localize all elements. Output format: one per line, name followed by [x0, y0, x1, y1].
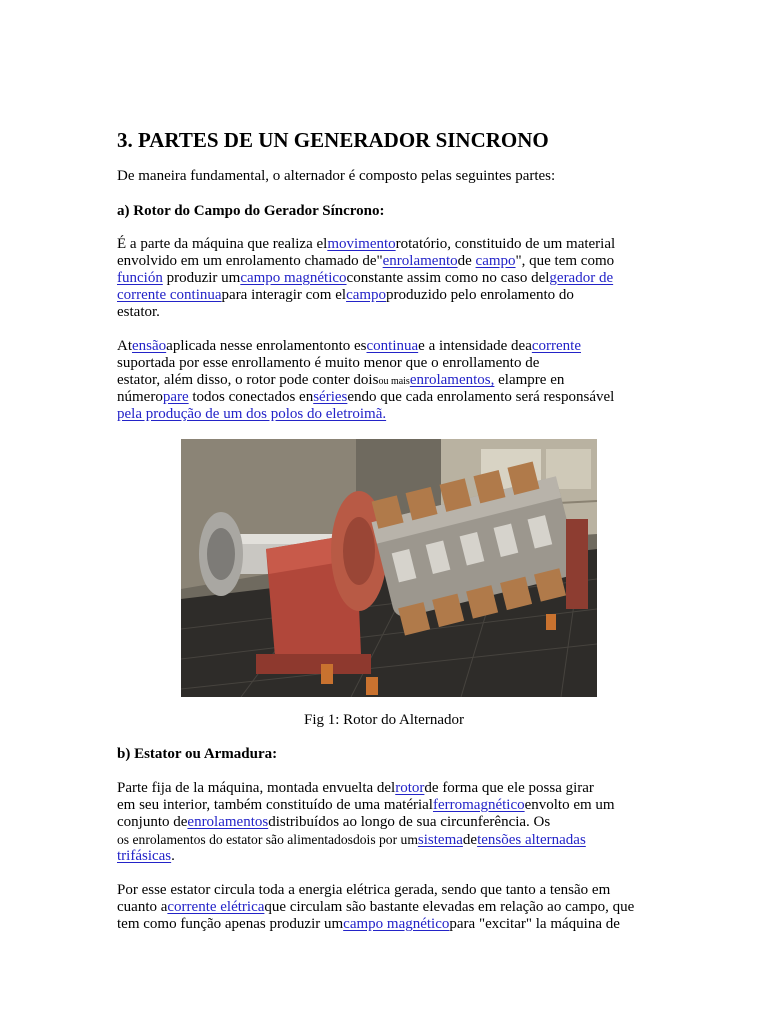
text-segment: ou mais: [378, 376, 410, 387]
page-title: 3. PARTES DE UN GENERADOR SINCRONO: [117, 128, 549, 152]
text-segment: estator, além disso, o rotor pode conter dois: [117, 372, 379, 388]
text-segment: produzir um: [162, 270, 241, 286]
text-segment: para interagir com el: [221, 287, 347, 303]
estator-paragraph-2: [117, 882, 634, 933]
text-segment: tem como função apenas produzir um: [117, 916, 344, 932]
text-segment: conjunto de: [117, 814, 188, 830]
text-segment: Por esse estator circula toda a energia elétrica gerada, sendo que tanto a tensão em: [117, 882, 611, 898]
section-heading-estator: b) Estator ou Armadura:: [117, 746, 278, 762]
inline-link[interactable]: séries: [313, 389, 348, 405]
rotor-photo: [181, 439, 597, 697]
text-line: [117, 236, 615, 253]
text-segment: para "excitar" la máquina de: [449, 916, 620, 932]
inline-link[interactable]: gerador de: [549, 270, 614, 286]
inline-link[interactable]: pela produção de um dos polos do eletroimã.: [117, 406, 387, 422]
inline-link[interactable]: enrolamentos,: [409, 372, 495, 388]
text-segment: envolvido em um enrolamento chamado de": [117, 253, 383, 269]
text-line: [117, 338, 614, 355]
text-segment: constante assim como no caso del: [346, 270, 550, 286]
inline-link[interactable]: enrolamentos: [187, 814, 269, 830]
text-line: [117, 814, 615, 831]
text-segment: suportada por esse enrollamento é muito menor que o enrollamento de: [117, 355, 540, 371]
inline-link[interactable]: campo magnético: [240, 270, 347, 286]
estator-paragraph-1: [117, 780, 615, 865]
text-segment: ", que tem como: [515, 253, 615, 269]
text-line: [117, 372, 614, 389]
inline-link[interactable]: campo: [346, 287, 387, 303]
text-segment: .: [171, 848, 175, 864]
text-line: [117, 899, 634, 916]
text-line: [117, 304, 615, 321]
text-segment: em seu interior, também constituído de uma matérial: [117, 797, 433, 813]
inline-link[interactable]: campo: [475, 253, 516, 269]
text-segment: Parte fija de la máquina, montada envuelta del: [117, 780, 396, 796]
text-line: [117, 916, 634, 933]
text-line: [117, 882, 634, 899]
intro-text: De maneira fundamental, o alternador é composto pelas seguintes partes:: [117, 168, 556, 184]
rotor-paragraph-1: [117, 236, 615, 321]
text-line: [117, 389, 614, 406]
text-line: [117, 848, 615, 865]
text-segment: estator.: [117, 304, 160, 320]
text-segment: At: [117, 338, 132, 354]
text-segment: que circulam são bastante elevadas em relação ao campo, que: [264, 899, 635, 915]
text-segment: de: [457, 253, 476, 269]
inline-link[interactable]: corrente continua: [117, 287, 222, 303]
inline-link[interactable]: ensão: [132, 338, 167, 354]
text-segment: de: [462, 832, 478, 848]
text-segment: de forma que ele possa girar: [424, 780, 594, 796]
text-line: [117, 780, 615, 797]
section-heading-rotor: a) Rotor do Campo do Gerador Síncrono:: [117, 203, 385, 219]
text-line: [117, 406, 614, 423]
inline-link[interactable]: campo magnético: [343, 916, 450, 932]
text-segment: endo que cada enrolamento será responsável: [347, 389, 615, 405]
inline-link[interactable]: tensões alternadas: [477, 832, 586, 848]
text-segment: e a intensidade dea: [418, 338, 532, 354]
inline-link[interactable]: función: [117, 270, 163, 286]
inline-link[interactable]: corrente: [531, 338, 581, 354]
inline-link[interactable]: enrolamento: [382, 253, 458, 269]
text-segment: número: [117, 389, 163, 405]
figure-caption: Fig 1: Rotor do Alternador: [304, 712, 464, 728]
inline-link[interactable]: pare: [162, 389, 189, 405]
text-segment: rotatório, constituido de um material: [395, 236, 616, 252]
inline-link[interactable]: continua: [366, 338, 419, 354]
text-segment: distribuídos ao longo de sua circunferência. Os: [268, 814, 551, 830]
text-segment: produzido pelo enrolamento do: [386, 287, 574, 303]
text-line: [117, 797, 615, 814]
text-segment: envolto em um: [524, 797, 615, 813]
inline-link[interactable]: ferromagnético: [432, 797, 525, 813]
photo-right-support: [566, 519, 588, 609]
text-segment: É a parte da máquina que realiza el: [117, 236, 328, 252]
text-segment: cuanto a: [117, 899, 168, 915]
text-line: [117, 270, 615, 287]
text-segment: elampre en: [494, 372, 565, 388]
text-segment: os enrolamentos do estator são alimentadosdois por um: [117, 832, 418, 847]
text-line: [117, 287, 615, 304]
inline-link[interactable]: corrente elétrica: [167, 899, 265, 915]
text-line: [117, 355, 614, 372]
text-segment: todos conectados en: [188, 389, 314, 405]
inline-link[interactable]: rotor: [395, 780, 425, 796]
inline-link[interactable]: movimento: [327, 236, 396, 252]
text-line: [117, 253, 615, 270]
text-segment: aplicada nesse enrolamentonto es: [166, 338, 367, 354]
text-line: [117, 831, 615, 848]
rotor-paragraph-2: [117, 338, 614, 423]
inline-link[interactable]: trifásicas: [117, 848, 172, 864]
inline-link[interactable]: sistema: [417, 832, 463, 848]
